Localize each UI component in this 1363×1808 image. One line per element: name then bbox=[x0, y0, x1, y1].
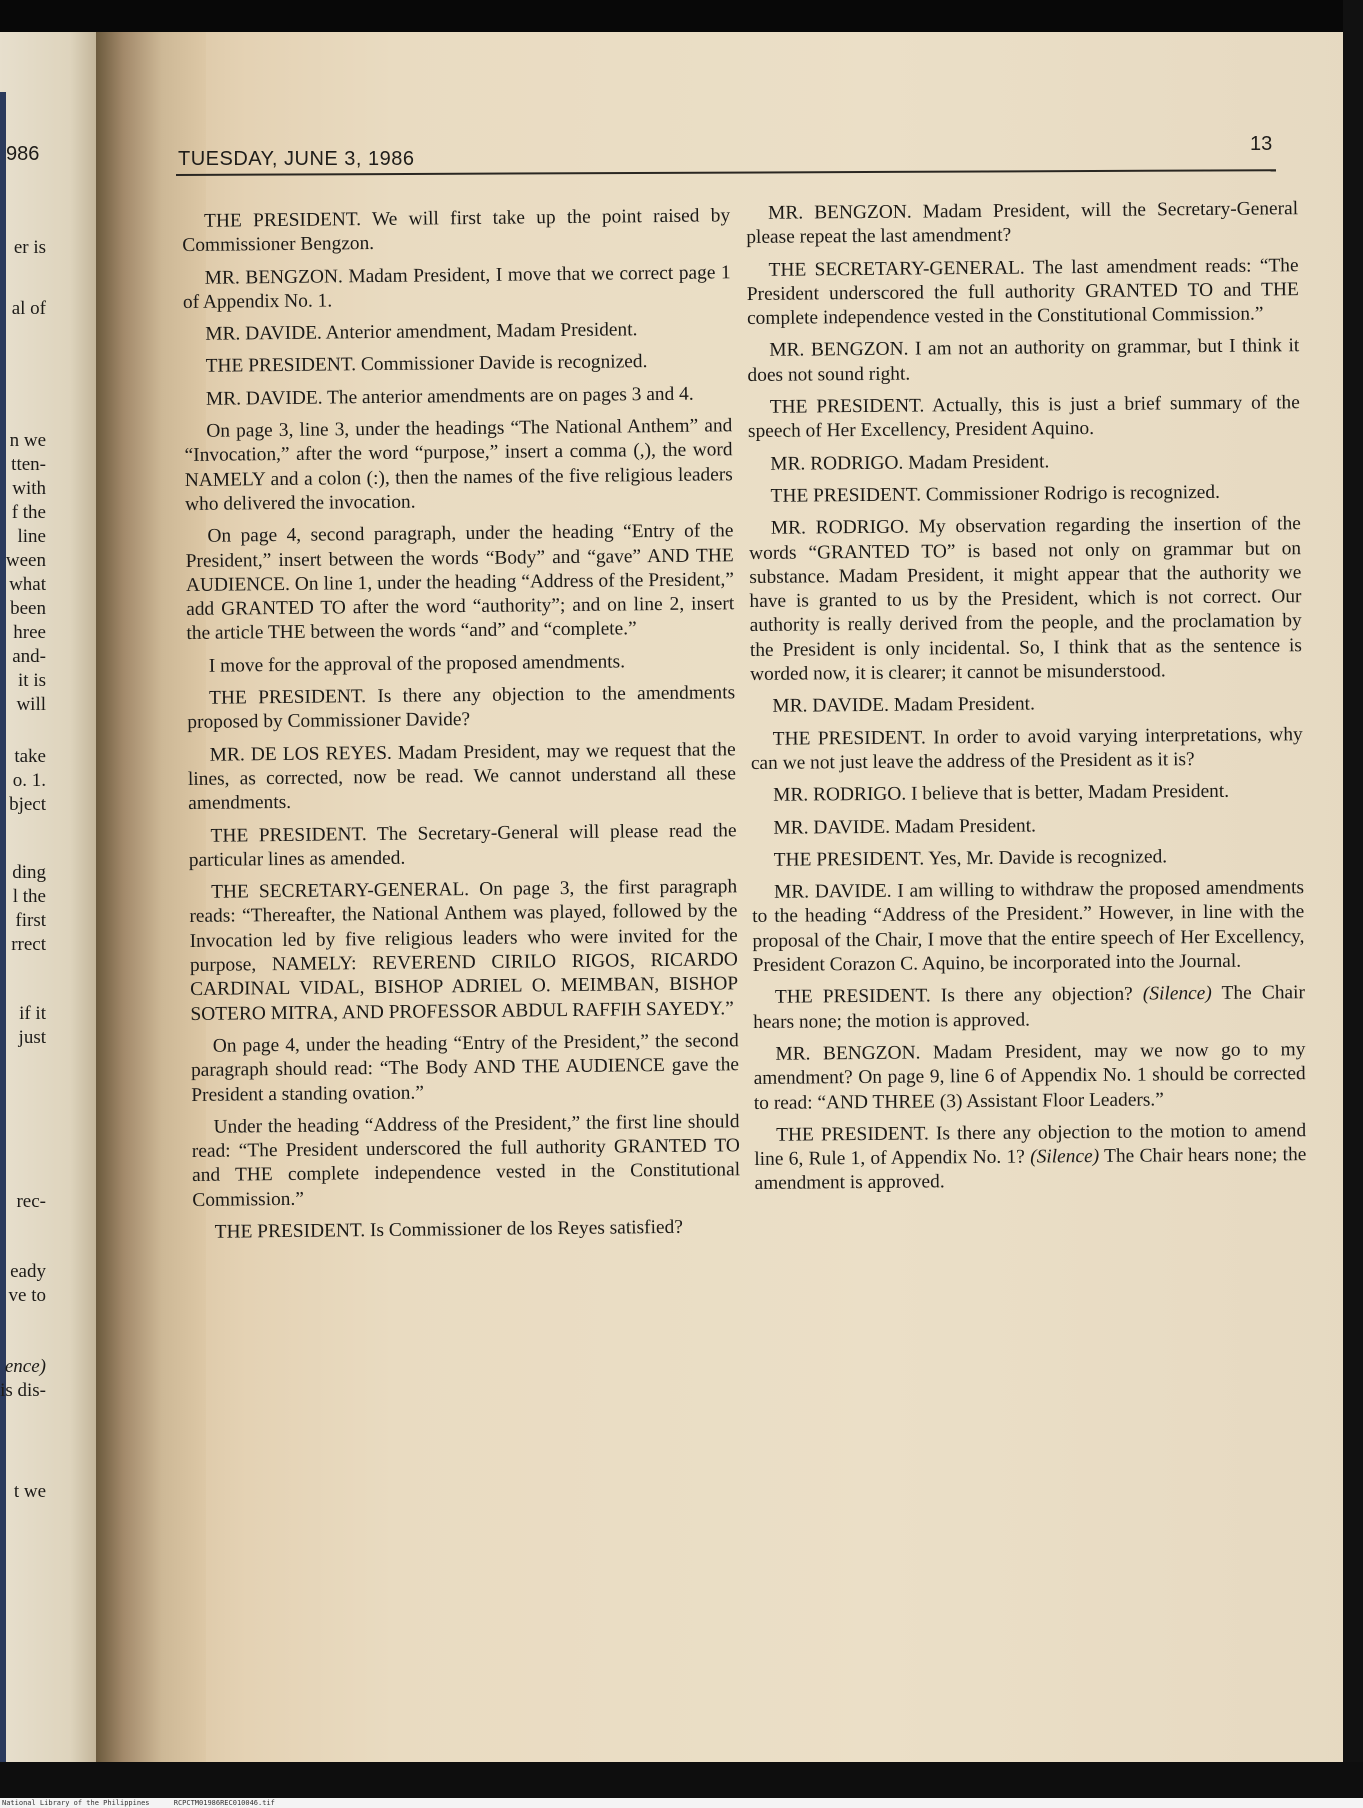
paragraph: THE PRESIDENT. The Secretary-General will please read the particular lines as amended. bbox=[188, 819, 737, 871]
facing-page-left bbox=[0, 32, 100, 1762]
paragraph: MR. RODRIGO. I believe that is better, Madam President. bbox=[773, 781, 1230, 807]
left-page-fragment: n we bbox=[9, 430, 46, 451]
paragraph: MR. DAVIDE. Madam President. bbox=[773, 815, 1037, 839]
right-column bbox=[746, 197, 1307, 1196]
paragraph: MR. DAVIDE. Madam President. bbox=[772, 693, 1035, 718]
paragraph: THE PRESIDENT. Commissioner Rodrigo is recognized. bbox=[770, 481, 1221, 507]
paragraph: THE PRESIDENT. Is there any objection to the motion to amend line 6, Rule 1, of Appendix No. 1? (Silence) The Chair hears none; the amendment is approved. bbox=[754, 1119, 1307, 1195]
left-page-fragment: l the bbox=[12, 886, 46, 907]
paragraph: MR. DAVIDE. I am willing to withdraw the proposed amendments to the heading “Address of the President.” However, in line with the proposal of the Chair, I move that the entire speech of Her Excellency, President Corazon C. Aquino, be incorporated into the Journal. bbox=[752, 877, 1305, 976]
left-page-fragment: first bbox=[15, 910, 46, 931]
left-page-fragment: tten- bbox=[11, 454, 46, 475]
scan-footer bbox=[0, 1798, 1363, 1808]
left-page-fragment: ding bbox=[12, 862, 46, 883]
left-page-fragment: rec- bbox=[16, 1191, 46, 1212]
left-page-fragment: what bbox=[9, 574, 46, 595]
paragraph: MR. RODRIGO. My observation regarding the insertion of the words “GRANTED TO” is based not only on grammar but on substance. Madam President, it might appear that the authority we have is granted to us by the President, which is not correct. Our authority is really derived from the people, and the proclamation by the President is only incidental. So, I think that as the sentence is worded now, it is clearer; it cannot be misunderstood. bbox=[748, 513, 1302, 686]
paragraph: On page 3, line 3, under the headings “The National Anthem” and “Invocation,” after the word “purpose,” insert a comma (,), the word NAMELY and a colon (:), then the names of the five religious leaders who delivered the invocation. bbox=[184, 415, 733, 515]
paragraph: MR. DAVIDE. Anterior amendment, Madam President. bbox=[205, 319, 638, 345]
paragraph: I move for the approval of the proposed amendments. bbox=[208, 651, 626, 677]
paragraph: THE PRESIDENT. We will first take up the point raised by Commissioner Bengzon. bbox=[182, 205, 731, 257]
scan-border-right bbox=[1343, 0, 1363, 1808]
left-page-fragment: ween bbox=[5, 550, 46, 571]
page-header-date: TUESDAY, JUNE 3, 1986 bbox=[178, 148, 415, 170]
paragraph: MR. BENGZON. Madam President, I move that we correct page 1 of Appendix No. 1. bbox=[182, 261, 731, 313]
paragraph: THE PRESIDENT. Yes, Mr. Davide is recognized. bbox=[773, 846, 1168, 871]
left-page-fragment: ence) bbox=[4, 1356, 46, 1377]
left-column bbox=[182, 204, 741, 1245]
left-page-fragment: hree bbox=[13, 622, 46, 643]
left-page-fragment: rrect bbox=[11, 934, 46, 955]
left-page-fragment: will bbox=[16, 694, 46, 715]
left-page-fragment: eady bbox=[10, 1261, 46, 1282]
left-page-fragment: line bbox=[17, 526, 46, 547]
paragraph: THE PRESIDENT. Is there any objection? (Silence) The Chair hears none; the motion is approved. bbox=[753, 982, 1306, 1033]
paragraph: MR. DE LOS REYES. Madam President, may we request that the lines, as corrected, now be read. We cannot understand all these amendments. bbox=[187, 738, 737, 815]
left-page-fragment: ve to bbox=[8, 1285, 46, 1306]
paragraph: MR. BENGZON. Madam President, will the Secretary-General please repeat the last amendment? bbox=[746, 198, 1299, 249]
paragraph: On page 4, under the heading “Entry of the President,” the second paragraph should read: “The Body AND THE AUDIENCE gave the President a standing ovation.” bbox=[190, 1030, 740, 1106]
left-page-fragment: it is bbox=[18, 670, 46, 691]
left-page-fragment: just bbox=[18, 1027, 46, 1048]
left-page-fragment: if it bbox=[19, 1003, 46, 1024]
left-page-fragment: t we bbox=[13, 1481, 46, 1502]
footer-library: National Library of the Philippines bbox=[2, 1799, 150, 1807]
paragraph: THE PRESIDENT. Commissioner Davide is recognized. bbox=[205, 351, 648, 378]
left-page-fragment: 986 bbox=[6, 143, 40, 165]
left-page-fragment: f the bbox=[11, 502, 46, 523]
left-page-fragment: er is bbox=[13, 237, 46, 258]
paragraph: MR. BENGZON. I am not an authority on grammar, but I think it does not sound right. bbox=[747, 335, 1300, 386]
paragraph: MR. DAVIDE. The anterior amendments are on pages 3 and 4. bbox=[205, 383, 694, 410]
left-page-fragment: and- bbox=[12, 646, 46, 667]
left-page-fragment: been bbox=[10, 598, 46, 619]
paragraph: Under the heading “Address of the President,” the first line should read: “The President underscored the full authority GRANTED TO and THE complete independence vested in the Constitutional Commission.” bbox=[191, 1111, 741, 1211]
paragraph: MR. RODRIGO. Madam President. bbox=[770, 451, 1050, 475]
left-page-fragment: with bbox=[12, 478, 46, 499]
page-number: 13 bbox=[1250, 133, 1273, 155]
scan-border-bottom bbox=[0, 1762, 1363, 1798]
paragraph: THE SECRETARY-GENERAL. On page 3, the first paragraph reads: “Thereafter, the National Anthem was played, followed by the Invocation led by five religious leaders who were invited for the purpose, NAMELY: REVEREND CIRILO RIGOS, RICARDO CARDINAL VIDAL, BISHOP ADRIEL O. MEIMBAN, BISHOP SOTERO MITRA, AND PROFESSOR ABDUL RAFFIH SAYEDY.” bbox=[189, 876, 739, 1025]
left-page-fragment: is dis- bbox=[0, 1380, 46, 1401]
paragraph: On page 4, second paragraph, under the heading “Entry of the President,” insert between the words “Body” and “gave” AND THE AUDIENCE. On line 1, under the heading “Address of the President,” add GRANTED TO after the word “authority”; and on line 2, insert the article THE between the words “and” and “complete.” bbox=[185, 520, 735, 645]
left-page-fragment: bject bbox=[9, 794, 46, 815]
paragraph: THE PRESIDENT. In order to avoid varying interpretations, why can we not just leave the address of the President as it is? bbox=[750, 723, 1303, 774]
paragraph: THE PRESIDENT. Is Commissioner de los Reyes satisfied? bbox=[214, 1216, 683, 1243]
left-page-fragment: o. 1. bbox=[12, 770, 46, 791]
left-page-fragment: al of bbox=[11, 298, 46, 319]
footer-filename: RCPCTM01986REC010046.tif bbox=[173, 1799, 275, 1807]
paragraph: THE SECRETARY-GENERAL. The last amendment reads: “The President underscored the full authority GRANTED TO and THE complete independence vested in the Constitutional Commission.” bbox=[746, 254, 1299, 330]
paragraph: THE PRESIDENT. Is there any objection to the amendments proposed by Commissioner Davide? bbox=[187, 682, 736, 734]
paragraph: THE PRESIDENT. Actually, this is just a brief summary of the speech of Her Excellency, President Aquino. bbox=[747, 392, 1300, 443]
paragraph: MR. BENGZON. Madam President, may we now go to my amendment? On page 9, line 6 of Appendix No. 1 should be corrected to read: “AND THREE (3) Assistant Floor Leaders.” bbox=[753, 1039, 1306, 1114]
left-page-fragment: take bbox=[14, 746, 46, 767]
